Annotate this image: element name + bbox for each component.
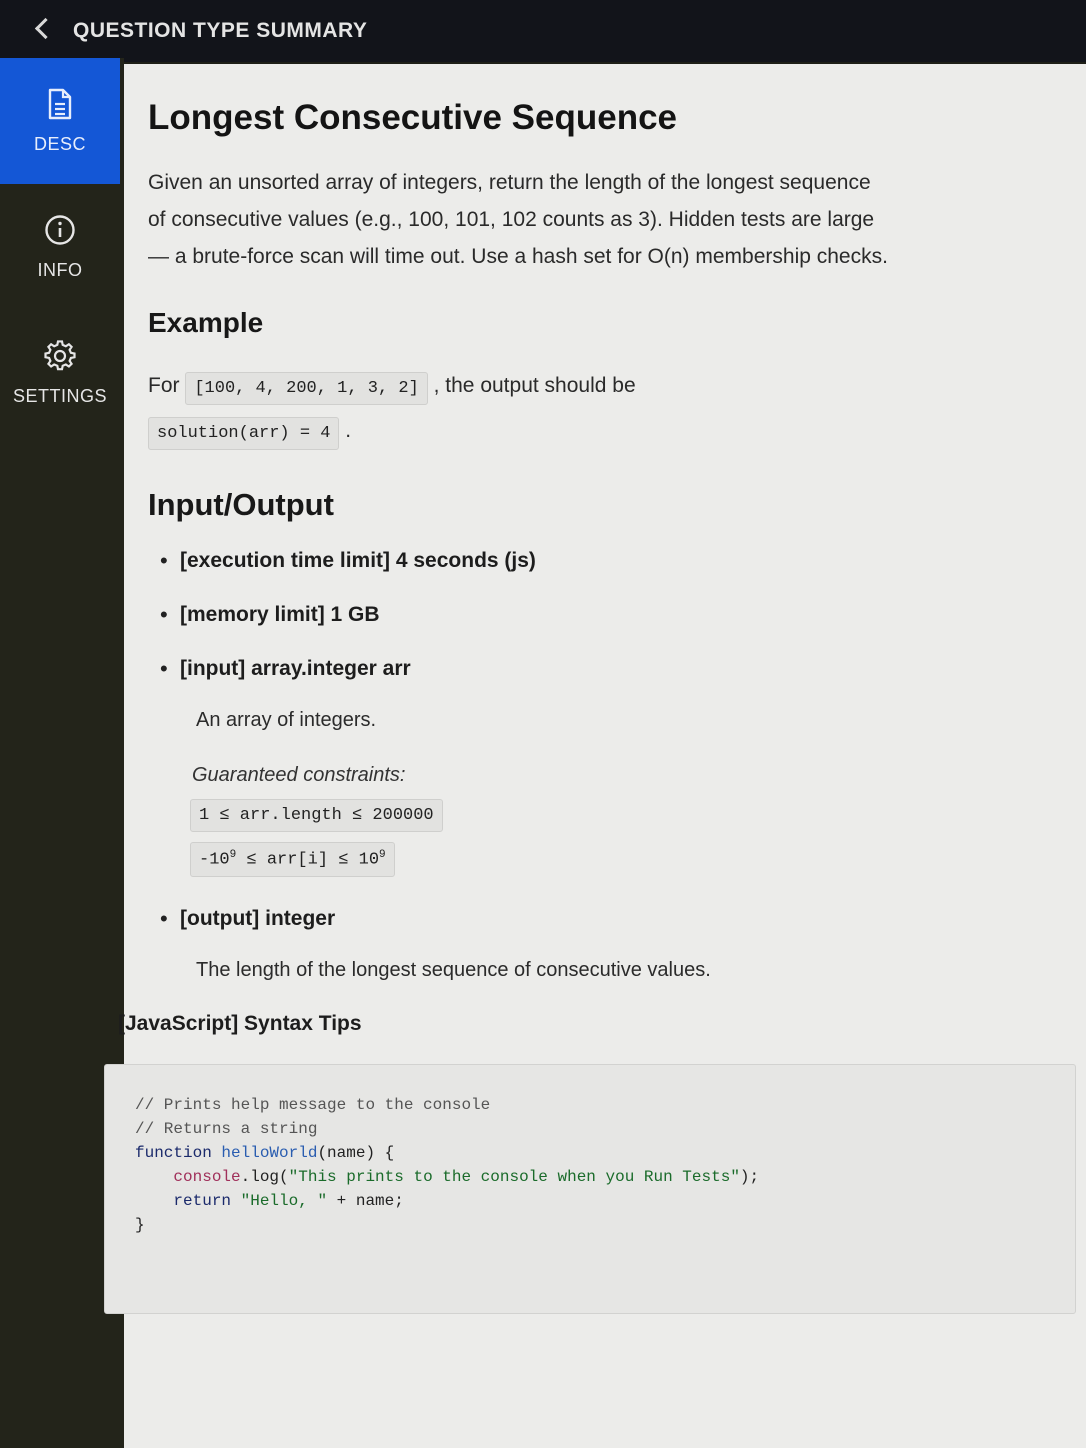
sidebar-item-info[interactable] bbox=[0, 184, 120, 310]
example-text bbox=[148, 365, 1062, 455]
sidebar-item-label: SETTINGS bbox=[12, 385, 107, 406]
example-input-code: [100, 4, 200, 1, 3, 2] bbox=[185, 372, 427, 405]
page-header-title: QUESTION TYPE SUMMARY bbox=[73, 19, 368, 42]
example-suffix: . bbox=[345, 419, 352, 442]
example-middle: , the output should be bbox=[433, 374, 636, 397]
syntax-tips-code: // Prints help message to the console // Returns a string function helloWorld(name) { console.log("This prints to the console when you Run Tests"); return "Hello, " + name; } bbox=[104, 1064, 1076, 1314]
top-bar bbox=[0, 0, 1086, 62]
syntax-tips-heading: [JavaScript] Syntax Tips bbox=[118, 1011, 362, 1035]
input-label: [input] array.integer arr bbox=[180, 657, 411, 680]
gear-icon bbox=[44, 340, 76, 372]
sidebar-item-desc[interactable] bbox=[0, 58, 120, 184]
list-item bbox=[180, 603, 1062, 627]
document-icon bbox=[47, 88, 73, 120]
problem-title: Longest Consecutive Sequence bbox=[148, 98, 678, 137]
sidebar-item-label: INFO bbox=[37, 259, 83, 280]
constraint-code: $-10^9 \le arr[i] \le 10^9$ bbox=[190, 842, 395, 877]
constraint-length bbox=[190, 799, 1062, 832]
output-label: [output] integer bbox=[180, 906, 336, 930]
constraint-range bbox=[190, 842, 1062, 877]
constraints-title: Guaranteed constraints: bbox=[192, 764, 406, 786]
example-heading: Example bbox=[148, 307, 264, 338]
time-limit: [execution time limit] 4 seconds (js) bbox=[180, 549, 536, 572]
list-item bbox=[180, 549, 1062, 573]
description-panel bbox=[118, 64, 1086, 1448]
problem-description: Given an unsorted array of integers, return the length of the longest sequence of consecutive values (e.g., 100, 101, 102 counts as 3). Hidden tests are large — a brute-force scan will time out. Use a hash set for O(n) membership checks. bbox=[148, 171, 888, 268]
output-description: The length of the longest sequence of consecutive values. bbox=[196, 958, 711, 981]
example-prefix: For bbox=[148, 374, 180, 397]
example-output-code: solution(arr) = 4 bbox=[148, 417, 339, 450]
input-description: An array of integers. bbox=[196, 709, 377, 731]
io-list bbox=[148, 549, 1062, 982]
chevron-left-icon[interactable] bbox=[35, 17, 56, 38]
memory-limit: [memory limit] 1 GB bbox=[180, 603, 380, 626]
info-icon bbox=[44, 214, 76, 246]
sidebar-item-settings[interactable] bbox=[0, 310, 120, 436]
constraint-code: 1 ≤ arr.length ≤ 200000 bbox=[190, 799, 443, 832]
io-heading: Input/Output bbox=[148, 487, 334, 522]
list-item bbox=[180, 657, 1062, 877]
list-item bbox=[180, 907, 1062, 982]
sidebar-item-label: DESC bbox=[33, 133, 86, 154]
